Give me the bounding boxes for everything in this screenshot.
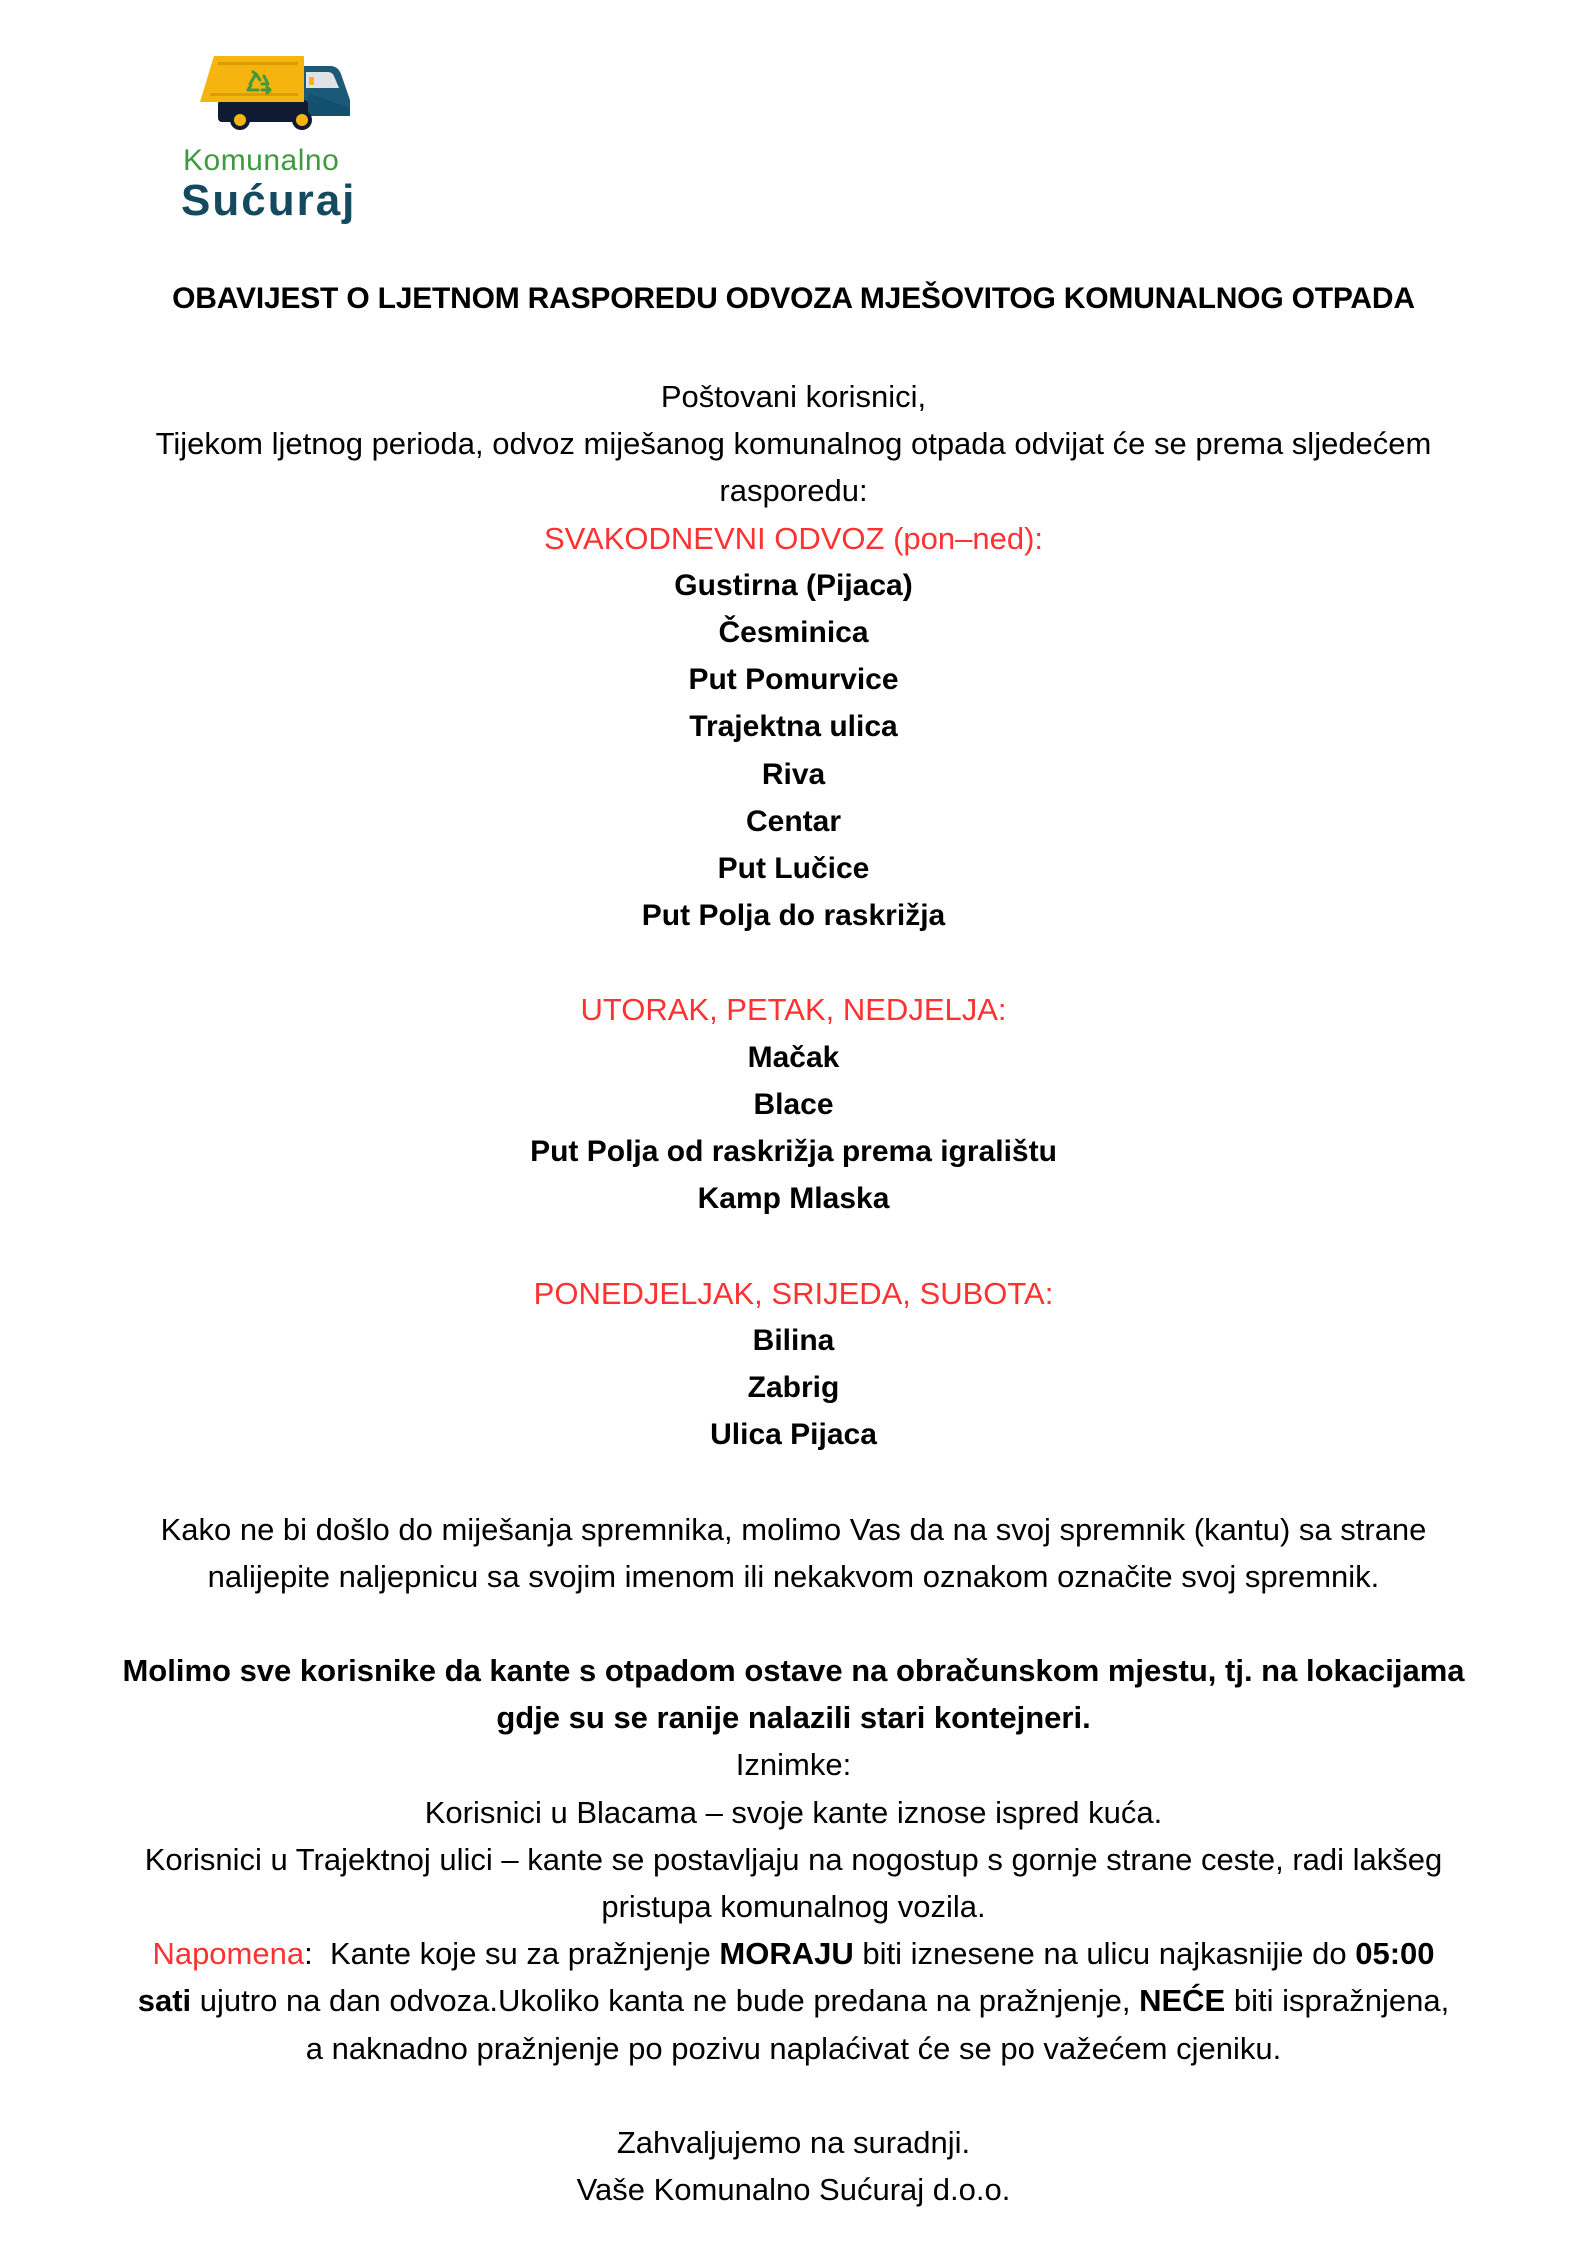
schedule-tue-fri-sun	[0, 986, 1587, 1222]
spacer	[0, 1600, 1587, 1647]
note-line-3: a naknadno pražnjenje po pozivu naplaćivat će se po važećem cjeniku.	[305, 2030, 1282, 2066]
note-text: ujutro na dan odvoza.Ukoliko kanta ne bude predana na pražnjenje,	[191, 1983, 1140, 2019]
intro-line-2: rasporedu:	[719, 473, 868, 509]
garbage-truck-recycle-icon	[198, 50, 358, 130]
placement-notice-line-2: gdje su se ranije nalazili stari kontejneri.	[496, 1700, 1091, 1736]
location-item: Ulica Pijaca	[710, 1418, 877, 1452]
greeting: Poštovani korisnici,	[660, 379, 927, 414]
location-item: Bilina	[752, 1323, 835, 1357]
label-notice-line-1: Kako ne bi došlo do miješanja spremnika, molimo Vas da na svoj spremnik (kantu) sa strane	[160, 1511, 1427, 1547]
note-emphasis: sati	[137, 1983, 192, 2019]
exceptions-heading: Iznimke:	[735, 1747, 852, 1783]
intro-line-1: Tijekom ljetnog perioda, odvoz miješanog komunalnog otpada odvijat će se prema sljedećem	[155, 426, 1432, 462]
note-emphasis: MORAJU	[719, 1936, 854, 1972]
location-item: Česminica	[718, 615, 869, 649]
schedule-heading: SVAKODNEVNI ODVOZ (pon–ned):	[543, 520, 1044, 556]
exception-item: Korisnici u Trajektnoj ulici – kante se postavljaju na nogostup s gornje strane ceste, radi lakšeg	[144, 1841, 1443, 1877]
closing-thanks: Zahvaljujemo na suradnji.	[616, 2124, 971, 2160]
logo-text-sucuraj: Sućuraj	[181, 176, 357, 225]
note-colon: :	[304, 1936, 313, 1972]
location-item: Riva	[761, 757, 826, 791]
company-logo	[140, 22, 430, 242]
note-text: Kante koje su za pražnjenje	[312, 1936, 720, 1972]
logo-text-komunalno: Komunalno	[183, 144, 340, 177]
spacer	[0, 1458, 1587, 1505]
location-item: Put Polja od raskrižja prema igralištu	[530, 1135, 1057, 1168]
schedule-heading: UTORAK, PETAK, NEDJELJA:	[580, 992, 1007, 1028]
schedule-mon-wed-sat	[0, 1270, 1587, 1459]
schedule-daily	[0, 515, 1587, 940]
spacer	[0, 939, 1587, 986]
schedule-heading: PONEDJELJAK, SRIJEDA, SUBOTA:	[533, 1275, 1054, 1311]
location-item: Zabrig	[747, 1370, 840, 1404]
location-item: Kamp Mlaska	[697, 1182, 890, 1216]
notice-body	[0, 373, 1587, 2213]
note-line-1	[0, 1930, 1587, 1977]
note-label: Napomena	[152, 1936, 305, 1972]
note-text: biti ispražnjena,	[1225, 1983, 1450, 2019]
label-notice-line-2: nalijepite naljepnicu sa svojim imenom ili nekakvom oznakom označite svoj spremnik.	[207, 1558, 1380, 1594]
spacer	[0, 2072, 1587, 2119]
exception-item: Korisnici u Blacama – svoje kante iznose ispred kuća.	[424, 1794, 1163, 1830]
location-item: Trajektna ulica	[689, 710, 898, 744]
location-item: Put Lučice	[717, 851, 870, 885]
spacer	[0, 1222, 1587, 1269]
location-item: Mačak	[747, 1040, 840, 1074]
note-emphasis: NEĆE	[1139, 1983, 1226, 2019]
placement-notice-line-1: Molimo sve korisnike da kante s otpadom ostave na obračunskom mjestu, tj. na lokacijama	[122, 1653, 1465, 1689]
location-item: Gustirna (Pijaca)	[674, 568, 913, 602]
location-item: Blace	[753, 1087, 834, 1121]
location-item: Put Polja do raskrižja	[641, 899, 946, 933]
exception-item-continued: pristupa komunalnog vozila.	[601, 1889, 986, 1924]
closing-signature: Vaše Komunalno Sućuraj d.o.o.	[576, 2172, 1011, 2208]
note-time: 05:00	[1355, 1936, 1435, 1972]
note-text: biti iznesene na ulicu najkasnijie do	[853, 1936, 1356, 1972]
location-item: Put Pomurvice	[688, 663, 899, 697]
note-line-2	[0, 1977, 1587, 2024]
page-title: OBAVIJEST O LJETNOM RASPOREDU ODVOZA MJEŠOVITOG KOMUNALNOG OTPADA	[172, 282, 1415, 315]
location-item: Centar	[745, 804, 842, 838]
